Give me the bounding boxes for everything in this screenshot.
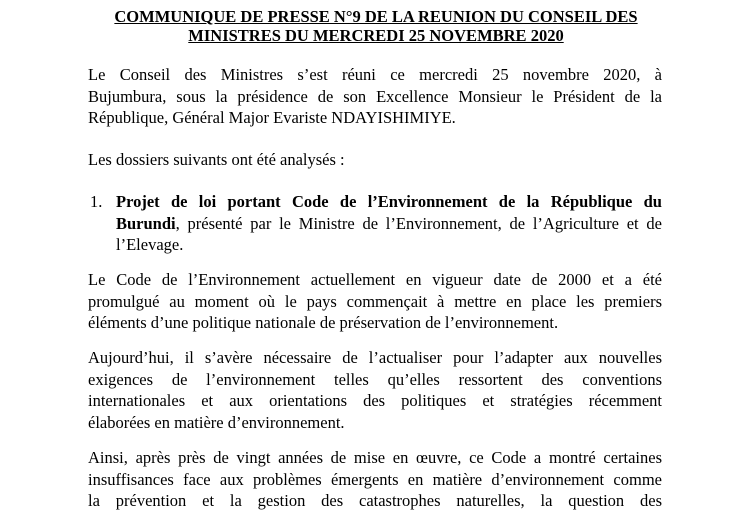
intro-paragraph xyxy=(88,64,662,129)
item-bold-title-2: Burundi xyxy=(116,213,176,233)
press-release-title xyxy=(80,7,672,45)
para2-line-3: éléments d’une politique nationale de préservation de l’environnement. xyxy=(88,313,559,332)
para3-line-4: élaborées en matière d’environnement. xyxy=(88,412,345,432)
intro-line-3: République, Général Major Evariste NDAYISHIMIYE. xyxy=(88,108,456,127)
title-line-1: COMMUNIQUE DE PRESSE N°9 DE LA REUNION DU CONSEIL DES xyxy=(114,7,638,26)
intro-line-2: Bujumbura, sous la présidence de son Excellence Monsieur le Président de la xyxy=(88,86,662,106)
paragraph-insufficiencies xyxy=(88,447,662,510)
item-bold-title-1: Projet de loi portant Code de l’Environnement de la République du xyxy=(116,192,662,211)
paragraph-code-history xyxy=(88,269,662,334)
item-line-1 xyxy=(116,191,662,213)
title-line-2: MINISTRES DU MERCREDI 25 NOVEMBRE 2020 xyxy=(188,26,564,45)
para4-line-1: Ainsi, après près de vingt années de mise en œuvre, ce Code a montré certaines xyxy=(88,448,662,467)
para4-line-3: la prévention et la gestion des catastrophes naturelles, la question des xyxy=(88,491,662,510)
item-number: 1. xyxy=(90,192,103,211)
item-presenter: , présenté par le Ministre de l’Environnement, de l’Agriculture et de xyxy=(175,213,662,233)
para4-line-2: insuffisances face aux problèmes émergents en matière d’environnement comme xyxy=(88,469,662,489)
item-content xyxy=(116,191,662,256)
para3-line-1: Aujourd’hui, il s’avère nécessaire de l’actualiser pour l’adapter aux nouvelles xyxy=(88,348,662,367)
para3-line-2: exigences de l’environnement telles qu’elles ressortent des conventions xyxy=(88,369,662,389)
item-line-3: l’Elevage. xyxy=(116,235,184,254)
para2-line-1: Le Code de l’Environnement actuellement en vigueur date de 2000 et a été xyxy=(88,270,662,289)
dossiers-heading xyxy=(88,149,662,171)
dossiers-heading-text: Les dossiers suivants ont été analysés : xyxy=(88,150,345,169)
intro-line-1: Le Conseil des Ministres s’est réuni ce mercredi 25 novembre 2020, à xyxy=(88,65,662,84)
item-line-2 xyxy=(116,213,662,235)
para2-line-2: promulgué au moment où le pays commençait à mettre en place les premiers xyxy=(88,291,662,311)
para3-line-3: internationales et aux orientations des politiques et stratégies récemment xyxy=(88,391,662,410)
paragraph-update-need xyxy=(88,347,662,433)
